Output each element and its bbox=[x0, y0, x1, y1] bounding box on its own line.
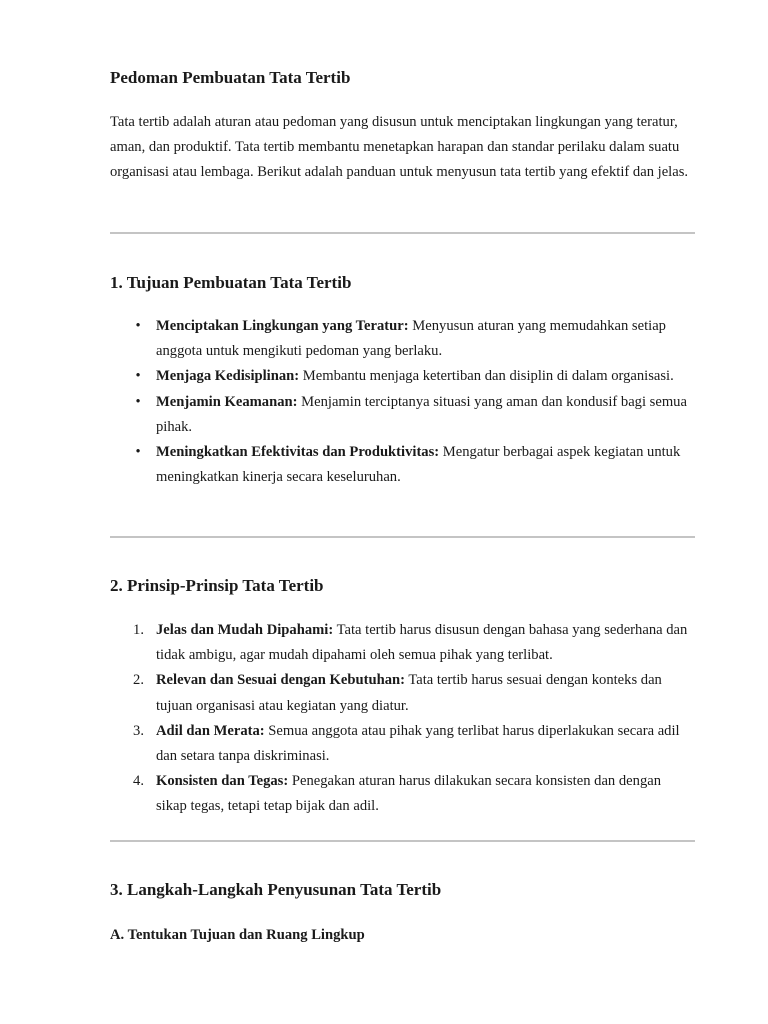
item-title: Konsisten dan Tegas: bbox=[156, 773, 289, 790]
number-marker: 1. bbox=[133, 622, 144, 638]
list-item bbox=[110, 364, 695, 389]
item-text: Membantu menjaga ketertiban dan disiplin di dalam organisasi. bbox=[299, 368, 674, 385]
item-text: Tata tertib harus sesuai dengan konteks dan tujuan organisasi atau kegiatan yang diatur. bbox=[156, 672, 662, 714]
item-title: Relevan dan Sesuai dengan Kebutuhan: bbox=[156, 672, 405, 689]
list-item bbox=[110, 440, 695, 490]
list-item bbox=[110, 719, 695, 769]
item-title: Menciptakan Lingkungan yang Teratur: bbox=[156, 318, 409, 334]
list-item bbox=[110, 618, 695, 668]
section-divider bbox=[110, 536, 695, 538]
number-marker: 2. bbox=[133, 672, 144, 689]
item-title: Menjamin Keamanan: bbox=[156, 393, 298, 410]
subsection-heading: A. Tentukan Tujuan dan Ruang Lingkup bbox=[110, 927, 365, 943]
number-marker: 4. bbox=[133, 773, 144, 790]
item-title: Meningkatkan Efektivitas dan Produktivitas: bbox=[156, 444, 440, 461]
intro-paragraph: Tata tertib adalah aturan atau pedoman yang disusun untuk menciptakan lingkungan yang teratur, aman, dan produktif. Tata tertib membantu menetapkan harapan dan standar perilaku dalam suatu organisasi atau lembaga. Berikut adalah panduan untuk menyusun tata tertib yang efektif dan jelas. bbox=[110, 114, 689, 181]
item-text: Semua anggota atau pihak yang terlibat harus diperlakukan secara adil dan setara tanpa diskriminasi. bbox=[156, 722, 680, 765]
list-item bbox=[110, 769, 695, 819]
section-divider bbox=[110, 232, 695, 234]
list-item bbox=[110, 668, 695, 718]
tujuan-list bbox=[110, 314, 695, 490]
item-text: Menjamin terciptanya situasi yang aman dan kondusif bagi semua pihak. bbox=[156, 393, 687, 435]
item-text: Menyusun aturan yang memudahkan setiap anggota untuk mengikuti pedoman yang berlaku. bbox=[156, 318, 666, 360]
list-item bbox=[110, 314, 695, 364]
item-title: Jelas dan Mudah Dipahami: bbox=[156, 622, 334, 638]
document-title: Pedoman Pembuatan Tata Tertib bbox=[110, 68, 351, 87]
item-title: Adil dan Merata: bbox=[156, 722, 265, 739]
number-marker: 3. bbox=[133, 722, 144, 739]
bullet-marker: • bbox=[135, 368, 141, 385]
item-text: Tata tertib harus disusun dengan bahasa yang sederhana dan tidak ambigu, agar mudah dipahami oleh semua pihak yang terlibat. bbox=[156, 622, 688, 664]
section-divider bbox=[110, 840, 695, 842]
section-heading-prinsip: 2. Prinsip-Prinsip Tata Tertib bbox=[110, 576, 324, 595]
section-heading-langkah: 3. Langkah-Langkah Penyusunan Tata Tertib bbox=[110, 880, 442, 899]
item-text: Penegakan aturan harus dilakukan secara konsisten dan dengan sikap tegas, tetapi tetap bijak dan adil. bbox=[156, 773, 662, 815]
bullet-marker: • bbox=[135, 318, 141, 334]
bullet-marker: • bbox=[135, 444, 141, 461]
prinsip-list bbox=[110, 618, 695, 820]
bullet-marker: • bbox=[135, 393, 141, 410]
item-text: Mengatur berbagai aspek kegiatan untuk meningkatkan kinerja secara keseluruhan. bbox=[156, 444, 681, 486]
section-heading-tujuan: 1. Tujuan Pembuatan Tata Tertib bbox=[110, 273, 352, 292]
item-title: Menjaga Kedisiplinan: bbox=[156, 368, 300, 385]
list-item bbox=[110, 390, 695, 440]
